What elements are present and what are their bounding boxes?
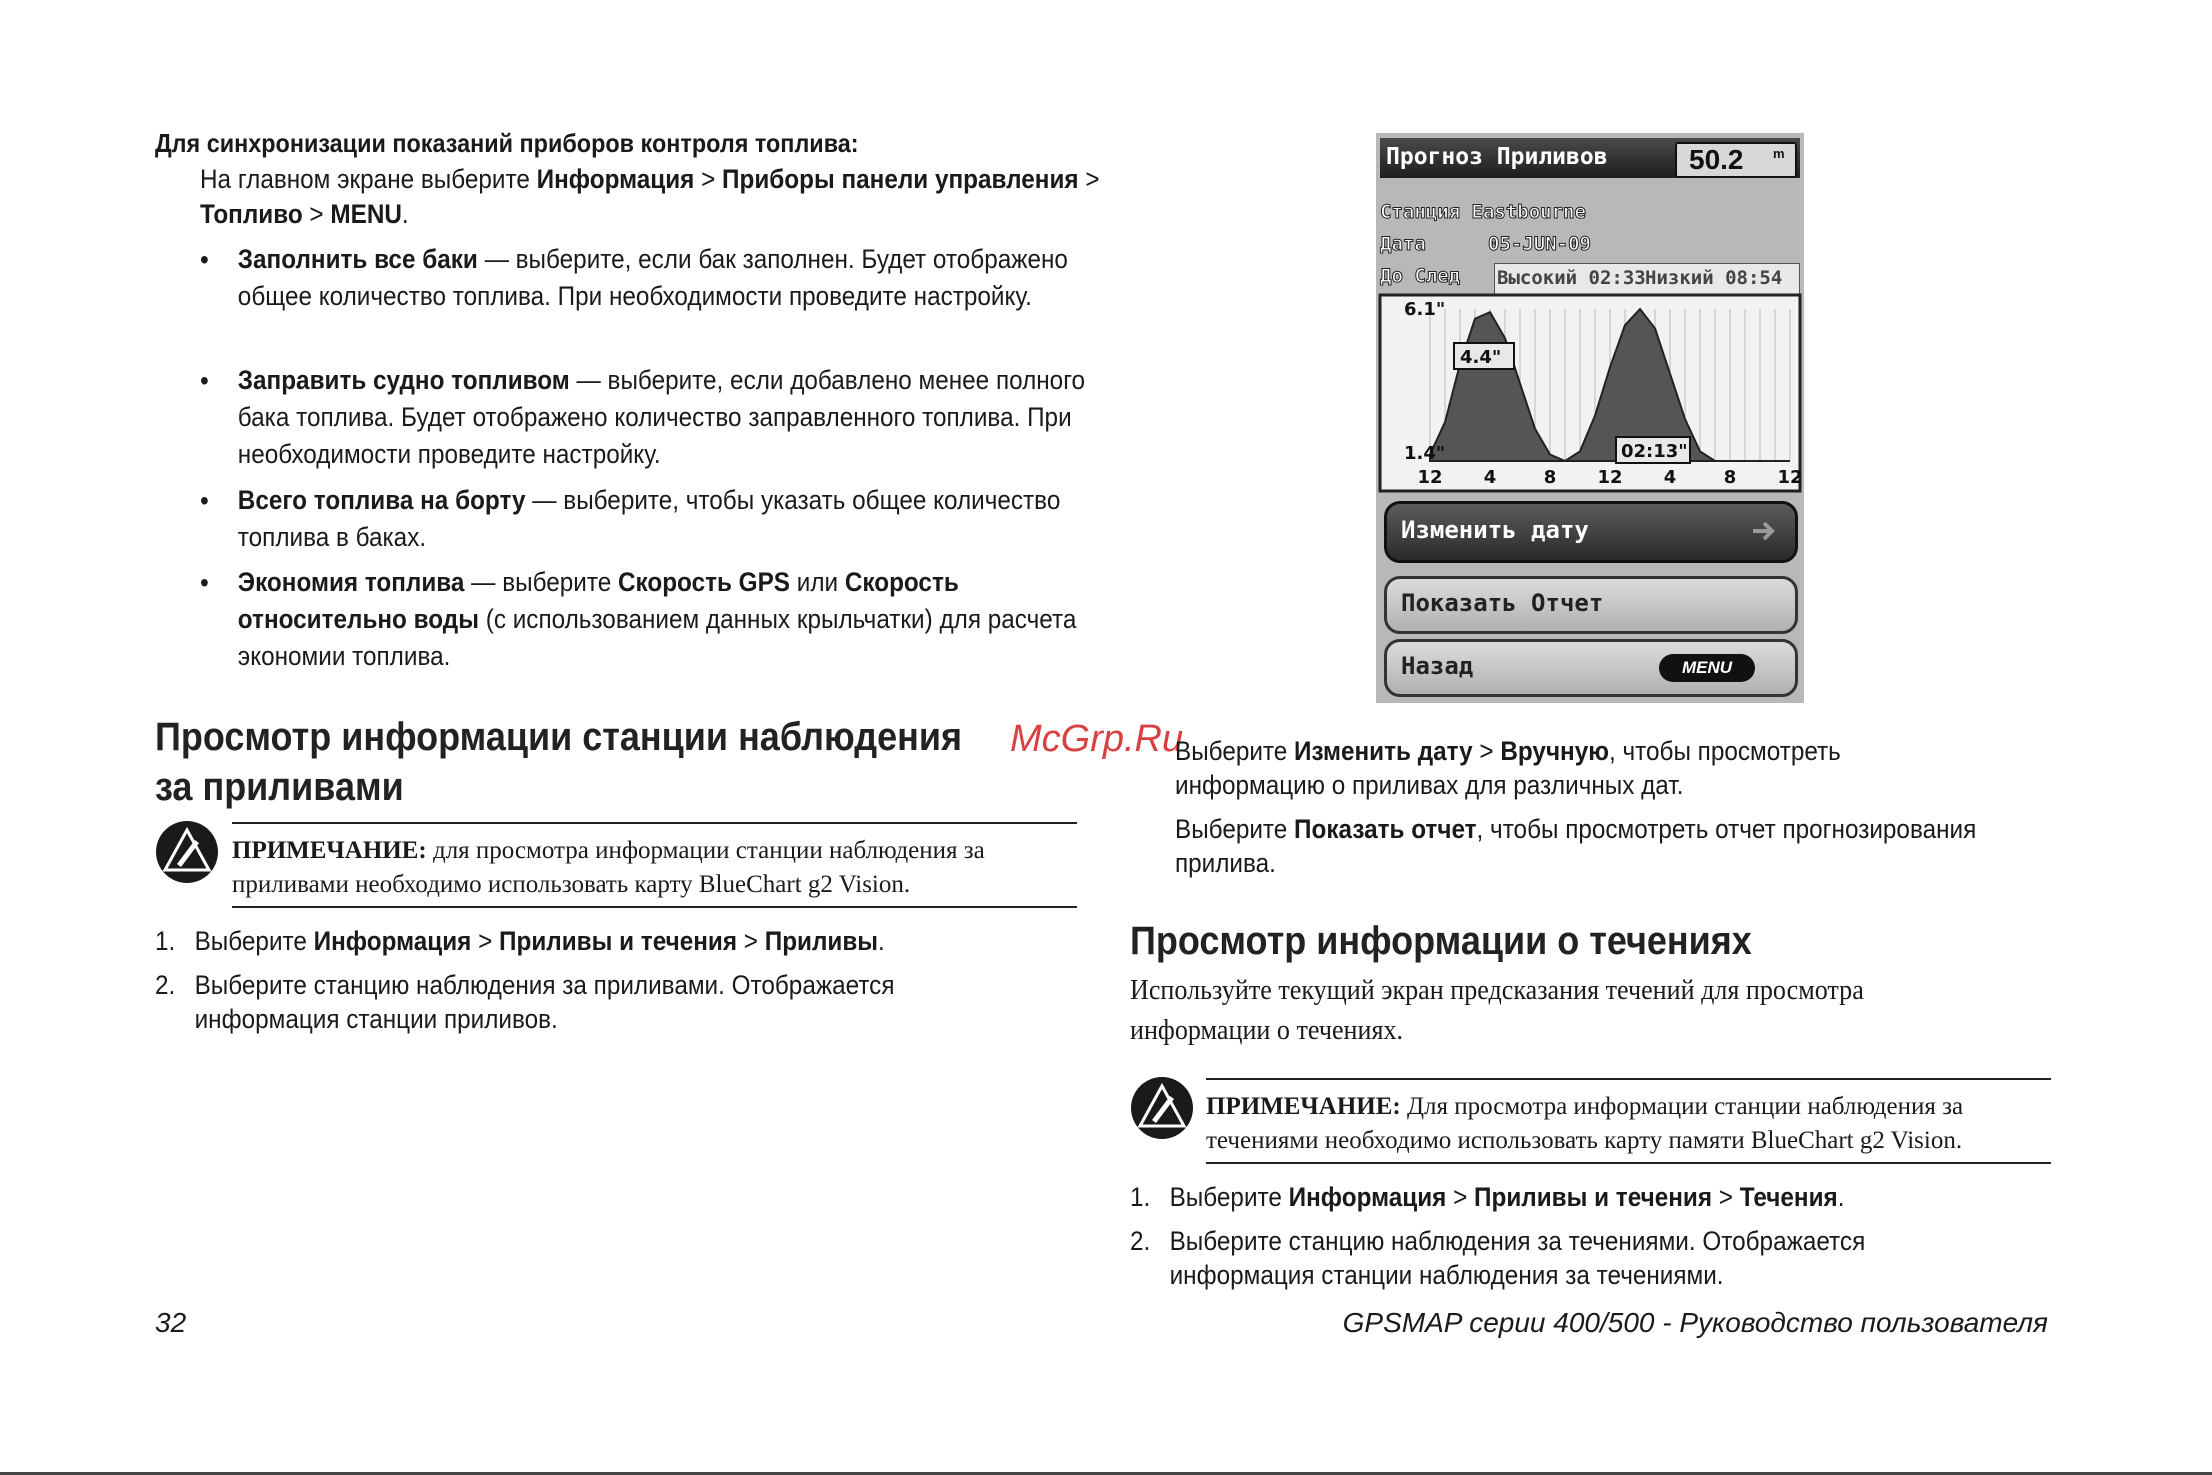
tide-chart: [1380, 295, 1803, 491]
note-icon: [155, 820, 219, 884]
arrow-right-icon: [1749, 516, 1779, 546]
x-tick-label: 12: [1417, 467, 1443, 488]
device-date-label: Дата: [1380, 233, 1426, 255]
section-title-fuel-sync: Для синхронизации показаний приборов контроля топлива:: [155, 128, 859, 158]
next-low-tide: Низкий 08:54: [1645, 267, 1783, 289]
note-box-currents: ПРИМЕЧАНИЕ: Для просмотра информации станции наблюдения за течениями необходимо использовать карту памяти BlueChart g2 Vision.: [1206, 1078, 2051, 1164]
current-level-label: 4.4": [1460, 347, 1502, 368]
tide-height-box: [1675, 142, 1797, 178]
bullet-symbol: •: [200, 365, 209, 396]
x-tick-label: 12: [1777, 467, 1803, 488]
device-date-value: 05-JUN-09: [1488, 233, 1591, 255]
x-tick-label: 8: [1723, 467, 1737, 488]
x-tick-label: 8: [1543, 467, 1557, 488]
tide-height-unit: m: [1773, 146, 1785, 161]
y-tick-label: 6.1": [1404, 299, 1446, 320]
device-station: Станция Eastbourne: [1380, 201, 1586, 223]
bullet-symbol: •: [200, 244, 209, 275]
footer-manual-title: GPSMAP серии 400/500 - Руководство пользователя: [1342, 1307, 2048, 1338]
next-high-tide: Высокий 02:33: [1497, 267, 1646, 289]
currents-intro: Используйте текущий экран предсказания течений для просмотра информации о течениях.: [1130, 974, 1864, 1046]
next-tide-box: [1494, 263, 1800, 295]
device-next-label: До След: [1380, 265, 1461, 287]
show-report-label: Показать Отчет: [1401, 589, 1604, 617]
device-title-bar: [1380, 138, 1800, 178]
menu-key-badge[interactable]: MENU: [1659, 654, 1755, 682]
show-report-paragraph: Выберите Показать отчет, чтобы просмотреть отчет прогнозирования прилива.: [1175, 814, 1977, 878]
show-report-button[interactable]: [1384, 576, 1798, 634]
bullet-symbol: •: [200, 485, 209, 516]
watermark: McGrp.Ru: [1010, 718, 1184, 760]
note-icon: [1130, 1076, 1194, 1140]
device-title: Прогноз Приливов: [1386, 144, 1608, 170]
next-event-label: 02:13": [1621, 441, 1688, 462]
change-date-button[interactable]: [1384, 501, 1798, 563]
fuel-sync-instruction: На главном экране выберите Информация > Приборы панели управления > Топливо > MENU.: [200, 164, 1100, 229]
bullet-symbol: •: [200, 567, 209, 598]
y-tick-label: 1.4": [1404, 443, 1446, 464]
page-number: 32: [155, 1307, 187, 1338]
device-screen-tide-forecast: [1376, 133, 1804, 703]
change-date-label: Изменить дату: [1401, 516, 1589, 544]
x-tick-label: 4: [1663, 467, 1677, 488]
change-date-paragraph: Выберите Изменить дату > Вручную, чтобы просмотреть информацию о приливах для различных дат.: [1175, 736, 1841, 800]
section-heading-currents: Просмотр информации о течениях: [1130, 919, 1752, 963]
current-level-marker: [1454, 343, 1514, 369]
back-button[interactable]: [1384, 639, 1798, 697]
tide-height-value: 50.2: [1689, 144, 1744, 175]
back-label: Назад: [1401, 652, 1474, 680]
x-tick-label: 4: [1483, 467, 1497, 488]
section-heading-tide-station: Просмотр информации станции наблюдения за приливами: [155, 715, 963, 809]
x-tick-label: 12: [1597, 467, 1623, 488]
note-box-tide: ПРИМЕЧАНИЕ: для просмотра информации станции наблюдения за приливами необходимо использовать карту BlueChart g2 Vision.: [232, 822, 1077, 908]
next-event-marker: [1616, 437, 1690, 463]
